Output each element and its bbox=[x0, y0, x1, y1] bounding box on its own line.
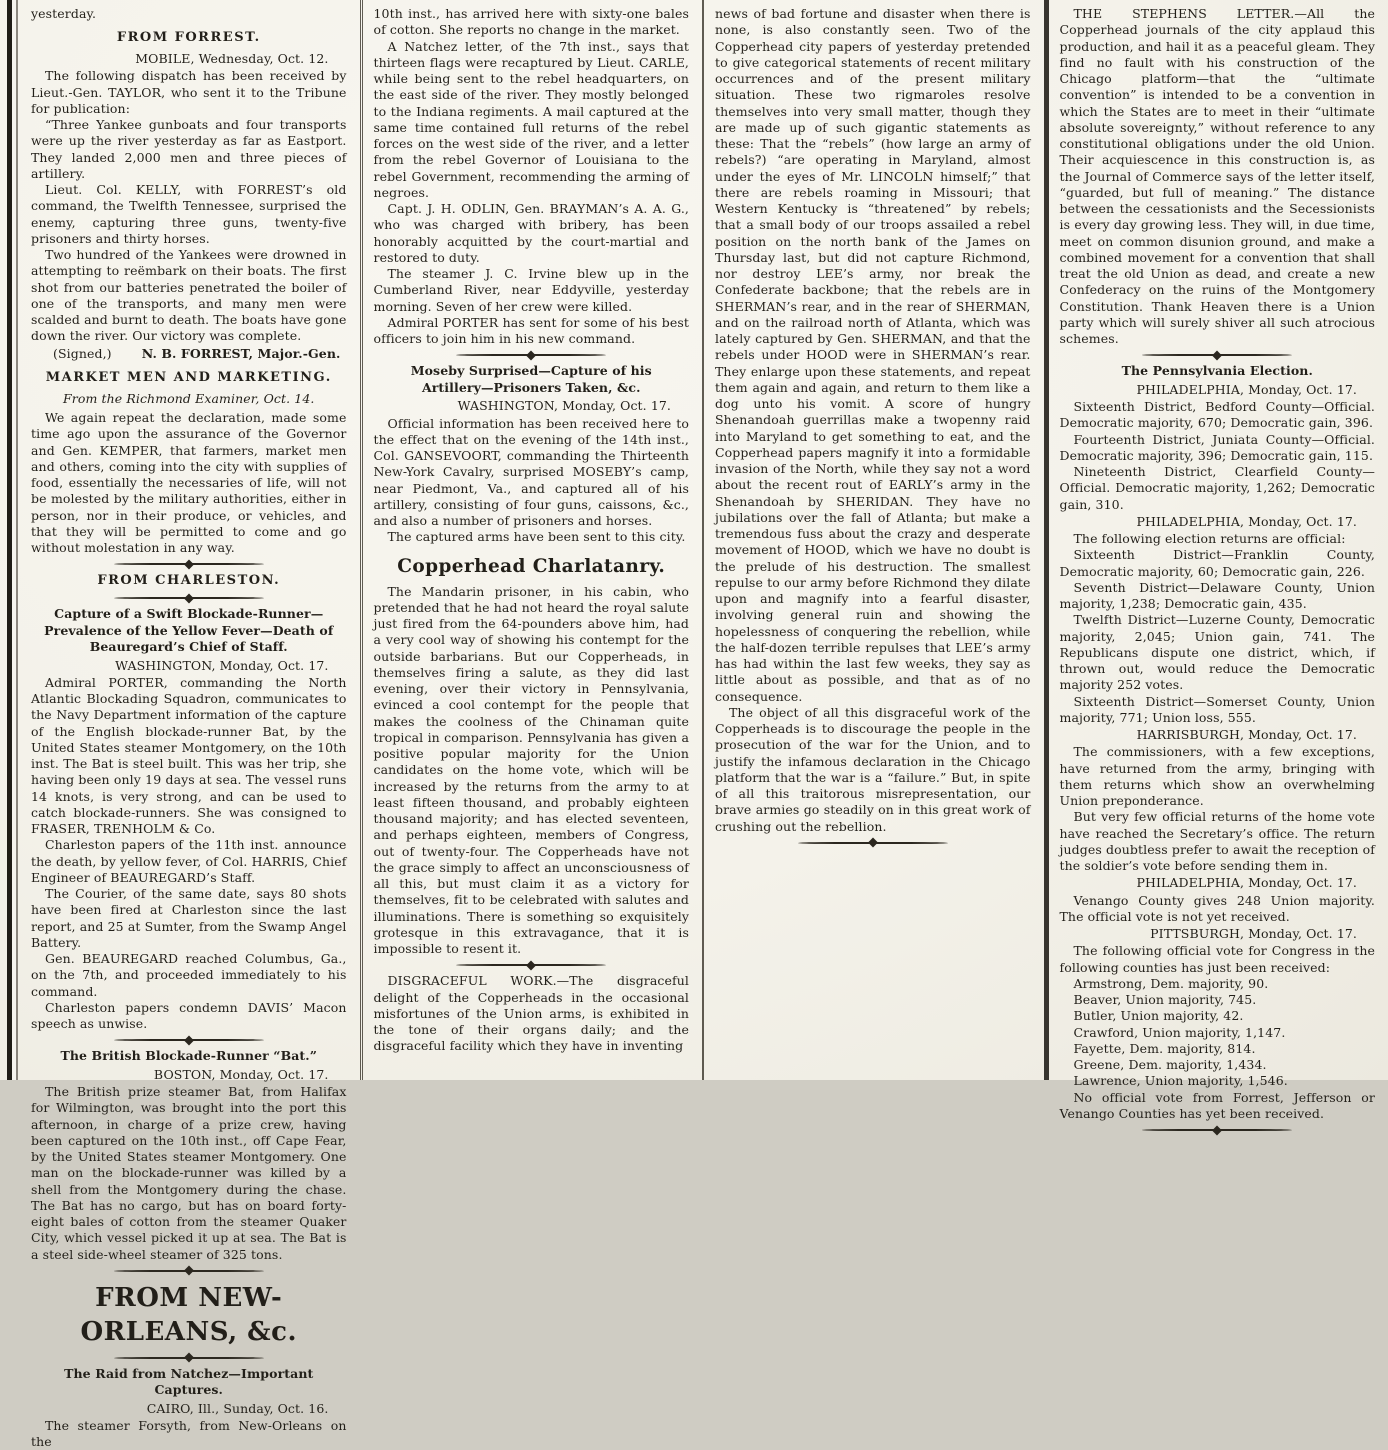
paragraph: DISGRACEFUL WORK.—The disgraceful delight of the Copperheads in the occasional misfortunes of the Union arms, is exhibited in the tone of their organs daily; and the disgraceful facility which they have in inventing bbox=[374, 973, 690, 1054]
returns-item: Fayette, Dem. majority, 814. bbox=[1060, 1041, 1376, 1057]
paragraph: Nineteenth District, Clearfield County—Official. Democratic majority, 1,262; Democratic gain, 310. bbox=[1060, 464, 1376, 513]
divider-rule bbox=[114, 597, 264, 599]
paragraph: The following official vote for Congress in the following counties has just been received: bbox=[1060, 943, 1376, 976]
article-subheading: The Pennsylvania Election. bbox=[1066, 363, 1370, 380]
paragraph: Gen. BEAUREGARD reached Columbus, Ga., on the 7th, and proceeded immediately to his command. bbox=[31, 951, 347, 1000]
paragraph: Capt. J. H. ODLIN, Gen. BRAYMAN’s A. A. G., who was charged with bribery, has been honorably acquitted by the court-martial and restored to duty. bbox=[374, 201, 690, 266]
paragraph: Official information has been received here to the effect that on the evening of the 14th inst., Col. GANSEVOORT, commanding the Thirteenth New-York Cavalry, surprised MOSEBY’s camp, near Piedmont, Va., and captured all of his artillery, consisting of four guns, caissons, &c., and also a number of prisoners and horses. bbox=[374, 416, 690, 530]
paragraph: We again repeat the declaration, made some time ago upon the assurance of the Governor and Gen. KEMPER, that farmers, market men and others, coming into the city with supplies of food, essentially the necessaries of life, will not be molested by the military authorities, either in person, nor in their produce, or vehicles, and that they will be permitted to come and go without molestation in any way. bbox=[31, 410, 347, 556]
dateline: PHILADELPHIA, Monday, Oct. 17. bbox=[1060, 875, 1376, 891]
dateline: BOSTON, Monday, Oct. 17. bbox=[31, 1067, 347, 1083]
column-3 bbox=[702, 0, 1044, 1080]
section-divider bbox=[31, 1270, 347, 1272]
signature-left: (Signed,) bbox=[53, 346, 112, 362]
paragraph: Fourteenth District, Juniata County—Official. Democratic majority, 396; Democratic gain, 115. bbox=[1060, 432, 1376, 465]
paragraph: Two hundred of the Yankees were drowned in attempting to reëmbark on their boats. The first shot from our batteries penetrated the boiler of one of the transports, and many men were scalded and burnt to death. The boats have gone down the river. Our victory was complete. bbox=[31, 247, 347, 345]
returns-item: Lawrence, Union majority, 1,546. bbox=[1060, 1073, 1376, 1089]
divider-rule bbox=[1142, 354, 1292, 356]
section-divider bbox=[374, 964, 690, 966]
paragraph: Seventh District—Delaware County, Union majority, 1,238; Democratic gain, 435. bbox=[1060, 580, 1376, 613]
paragraph: Twelfth District—Luzerne County, Democratic majority, 2,045; Union gain, 741. The Republicans dispute one district, which, if thrown out, would reduce the Democratic majority 252 votes. bbox=[1060, 612, 1376, 693]
article-subheading: Moseby Surprised—Capture of his Artillery—Prisoners Taken, &c. bbox=[380, 363, 684, 396]
paragraph: A Natchez letter, of the 7th inst., says that thirteen flags were recaptured by Lieut. CARLE, while being sent to the rebel headquarters, on the east side of the river. They mostly belonged to the Indiana regiments. A mail captured at the same time contained full returns of the rebel forces on the west side of the river, and a letter from the rebel Governor of Louisiana to the rebel Government, recommending the arming of negroes. bbox=[374, 39, 690, 202]
section-divider bbox=[1060, 1129, 1376, 1131]
paragraph: The Courier, of the same date, says 80 shots have been fired at Charleston since the last report, and 25 at Sumter, from the Swamp Angel Battery. bbox=[31, 886, 347, 951]
paragraph: Sixteenth District, Bedford County—Official. Democratic majority, 670; Democratic gain, 396. bbox=[1060, 399, 1376, 432]
column-2 bbox=[360, 0, 703, 1080]
paragraph-continuation: 10th inst., has arrived here with sixty-one bales of cotton. She reports no change in the market. bbox=[374, 6, 690, 39]
article-heading: FROM CHARLESTON. bbox=[31, 573, 347, 590]
signature-line bbox=[31, 346, 347, 362]
paragraph: The commissioners, with a few exceptions, have returned from the army, bringing with them returns which show an overwhelming Union preponderance. bbox=[1060, 744, 1376, 809]
paragraph: The following dispatch has been received by Lieut.-Gen. TAYLOR, who sent it to the Tribune for publication: bbox=[31, 68, 347, 117]
section-divider bbox=[31, 1039, 347, 1041]
article-subheading: The Raid from Natchez—Important Captures. bbox=[37, 1366, 341, 1399]
divider-rule bbox=[798, 842, 948, 844]
returns-item: Greene, Dem. majority, 1,434. bbox=[1060, 1057, 1376, 1073]
article-heading-large: FROM NEW-ORLEANS, &c. bbox=[31, 1282, 347, 1350]
article-heading-medium: Copperhead Charlatanry. bbox=[374, 555, 690, 579]
columns-container bbox=[20, 0, 1388, 1080]
dateline: PITTSBURGH, Monday, Oct. 17. bbox=[1060, 926, 1376, 942]
section-divider bbox=[374, 354, 690, 356]
dateline: HARRISBURGH, Monday, Oct. 17. bbox=[1060, 727, 1376, 743]
article-subheading: Capture of a Swift Blockade-Runner—Prevalence of the Yellow Fever—Death of Beauregard’s Chief of Staff. bbox=[37, 606, 341, 656]
column-1 bbox=[20, 0, 360, 1080]
left-edge-rule bbox=[7, 0, 12, 1080]
dateline: CAIRO, Ill., Sunday, Oct. 16. bbox=[31, 1401, 347, 1417]
paragraph: No official vote from Forrest, Jefferson or Venango Counties has yet been received. bbox=[1060, 1090, 1376, 1123]
paragraph: Admiral PORTER has sent for some of his best officers to join him in his new command. bbox=[374, 315, 690, 348]
returns-item: Armstrong, Dem. majority, 90. bbox=[1060, 976, 1376, 992]
paragraph: Venango County gives 248 Union majority. The official vote is not yet received. bbox=[1060, 893, 1376, 926]
divider-rule bbox=[114, 1270, 264, 1272]
section-divider bbox=[31, 597, 347, 599]
paragraph: Charleston papers condemn DAVIS’ Macon speech as unwise. bbox=[31, 1000, 347, 1033]
paragraph: Charleston papers of the 11th inst. announce the death, by yellow fever, of Col. HARRIS, Chief Engineer of BEAUREGARD’s Staff. bbox=[31, 837, 347, 886]
paragraph: Admiral PORTER, commanding the North Atlantic Blockading Squadron, communicates to the Navy Department information of the capture of the English blockade-runner Bat, by the United States steamer Montgomery, on the 10th inst. The Bat is steel built. This was her trip, she having been only 19 days at sea. The vessel runs 14 knots, is very strong, and can be used to catch blockade-runners. She was consigned to FRASER, TRENHOLM & Co. bbox=[31, 675, 347, 838]
paragraph: Sixteenth District—Franklin County, Democratic majority, 60; Democratic gain, 226. bbox=[1060, 547, 1376, 580]
paragraph: The British prize steamer Bat, from Halifax for Wilmington, was brought into the port this afternoon, in charge of a prize crew, having been captured on the 10th inst., off Cape Fear, by the United States steamer Montgomery. One man on the blockade-runner was killed by a shell from the Montgomery during the chase. The Bat has no cargo, but has on board forty-eight bales of cotton from the steamer Quaker City, which vessel picked it up at sea. The Bat is a steel side-wheel steamer of 325 tons. bbox=[31, 1084, 347, 1263]
paragraph: The object of all this disgraceful work of the Copperheads is to discourage the people in the prosecution of the war for the Union, and to justify the infamous declaration in the Chicago platform that the war is a “failure.” But, in spite of all this traitorous misrepresentation, our brave armies go steadily on in this great work of crushing out the rebellion. bbox=[715, 705, 1031, 835]
dateline: MOBILE, Wednesday, Oct. 12. bbox=[31, 51, 347, 67]
signature-right: N. B. FORREST, Major.-Gen. bbox=[142, 346, 341, 362]
paragraph-continuation: news of bad fortune and disaster when there is none, is also constantly seen. Two of the Copperhead city papers of yesterday pretended to give categorical statements of recent military occurrences and of the present military situation. These two rigmaroles resolve themselves into very small matter, though they are made up of such gigantic statements as these: That the “rebels” (how large an army of rebels?) “are operating in Maryland, almost under the eyes of Mr. LINCOLN himself;” that there are rebels roaming in Missouri; that Western Kentucky is “threatened” by rebels; that a small body of our troops assailed a rebel position on the north bank of the James on Thursday last, but did not capture Richmond, nor destroy LEE’s army, nor break the Confederate backbone; that the rebels are in SHERMAN’s rear, and in the rear of SHERMAN, and on the railroad north of Atlanta, which was lately captured by Gen. SHERMAN, and that the rebels under HOOD were in SHERMAN’s rear. They enlarge upon these statements, and repeat them again and again, and return to them like a dog unto his vomit. A score of hungry Shenandoah guerrillas make a twopenny raid into Maryland to get something to eat, and the Copperhead papers magnify it into a formidable invasion of the North, while they say not a word about the recent rout of EARLY’s army in the Shenandoah by SHERIDAN. They have no jubilations over the fall of Atlanta; but make a tremendous fuss about the crazy and desperate movement of HOOD, which we have no doubt is the prelude of his destruction. The smallest repulse to our army before Richmond they dilate upon and magnify into a fearful disaster, involving general ruin and showing the hopelessness of conquering the rebellion, while the half-dozen terrible repulses that LEE’s army has had within the last few weeks, they say as little about as possible, and that as of no consequence. bbox=[715, 6, 1031, 705]
paragraph: The steamer Forsyth, from New-Orleans on the bbox=[31, 1418, 347, 1450]
returns-item: Crawford, Union majority, 1,147. bbox=[1060, 1025, 1376, 1041]
paragraph: The Mandarin prisoner, in his cabin, who pretended that he had not heard the royal salute just fired from the 64-pounders above him, had a very cool way of showing his contempt for the outside barbarians. But our Copperheads, in themselves firing a salute, as they did last evening, over their victory in Pennsylvania, evinced a cool contempt for the people that makes the coolness of the Chinaman quite tropical in comparison. Pennsylvania has given a positive popular majority for the Union candidates on the home vote, which will be increased by the returns from the army to at least fifteen thousand, and probably eighteen thousand majority; and has elected seventeen, and perhaps eighteen, members of Congress, out of twenty-four. The Copperheads have not the grace simply to affect an unconsciousness of all this, but must claim it as a victory for themselves, fit to be celebrated with salutes and illuminations. There is something so exquisitely grotesque in this extravagance, that it is impossible to resent it. bbox=[374, 584, 690, 958]
returns-item: Beaver, Union majority, 745. bbox=[1060, 992, 1376, 1008]
paragraph: Sixteenth District—Somerset County, Union majority, 771; Union loss, 555. bbox=[1060, 694, 1376, 727]
paragraph: But very few official returns of the home vote have reached the Secretary’s office. The return judges doubtless prefer to await the reception of the soldier’s vote before sending them in. bbox=[1060, 809, 1376, 874]
section-divider bbox=[31, 563, 347, 565]
dateline: PHILADELPHIA, Monday, Oct. 17. bbox=[1060, 514, 1376, 530]
dateline: WASHINGTON, Monday, Oct. 17. bbox=[31, 658, 347, 674]
divider-rule bbox=[1142, 1129, 1292, 1131]
paragraph: THE STEPHENS LETTER.—All the Copperhead journals of the city applaud this production, and hail it as a peaceful gleam. They find no fault with his construction of the Chicago platform—that the “ultimate convention” is intended to be a convention in which the States are to meet in their “ultimate absolute sovereignty,” without reference to any constitutional obligations under the old Union. Their acquiescence in this construction is, as the Journal of Commerce says of the letter itself, “guarded, but full of meaning.” The distance between the cessationists and the Secessionists is every day growing less. They will, in due time, meet on common disunion ground, and make a combined movement for a convention that shall treat the old Union as dead, and create a new Confederacy on the ruins of the Montgomery Constitution. Thank Heaven there is a Union party which will surely shiver all such atrocious schemes. bbox=[1060, 6, 1376, 347]
article-heading: FROM FORREST. bbox=[31, 30, 347, 47]
section-divider bbox=[715, 842, 1031, 844]
divider-rule bbox=[114, 563, 264, 565]
divider-rule bbox=[114, 1039, 264, 1041]
section-divider bbox=[1060, 354, 1376, 356]
divider-rule bbox=[456, 964, 606, 966]
paragraph: Lieut. Col. KELLY, with FORREST’s old command, the Twelfth Tennessee, surprised the enemy, capturing three guns, twenty-five prisoners and thirty horses. bbox=[31, 182, 347, 247]
paragraph: “Three Yankee gunboats and four transports were up the river yesterday as far as Eastport. They landed 2,000 men and three pieces of artillery. bbox=[31, 117, 347, 182]
paragraph-continuation: yesterday. bbox=[31, 6, 347, 22]
divider-rule bbox=[456, 354, 606, 356]
paragraph: The steamer J. C. Irvine blew up in the Cumberland River, near Eddyville, yesterday morning. Seven of her crew were killed. bbox=[374, 266, 690, 315]
dateline: WASHINGTON, Monday, Oct. 17. bbox=[374, 398, 690, 414]
paragraph: The captured arms have been sent to this city. bbox=[374, 529, 690, 545]
article-heading: MARKET MEN AND MARKETING. bbox=[31, 370, 347, 387]
source-line: From the Richmond Examiner, Oct. 14. bbox=[31, 391, 347, 407]
article-subheading: The British Blockade-Runner “Bat.” bbox=[37, 1048, 341, 1065]
section-divider bbox=[31, 1357, 347, 1359]
dateline: PHILADELPHIA, Monday, Oct. 17. bbox=[1060, 382, 1376, 398]
divider-rule bbox=[114, 1357, 264, 1359]
paragraph: The following election returns are official: bbox=[1060, 531, 1376, 547]
returns-item: Butler, Union majority, 42. bbox=[1060, 1008, 1376, 1024]
column-4 bbox=[1044, 0, 1388, 1080]
